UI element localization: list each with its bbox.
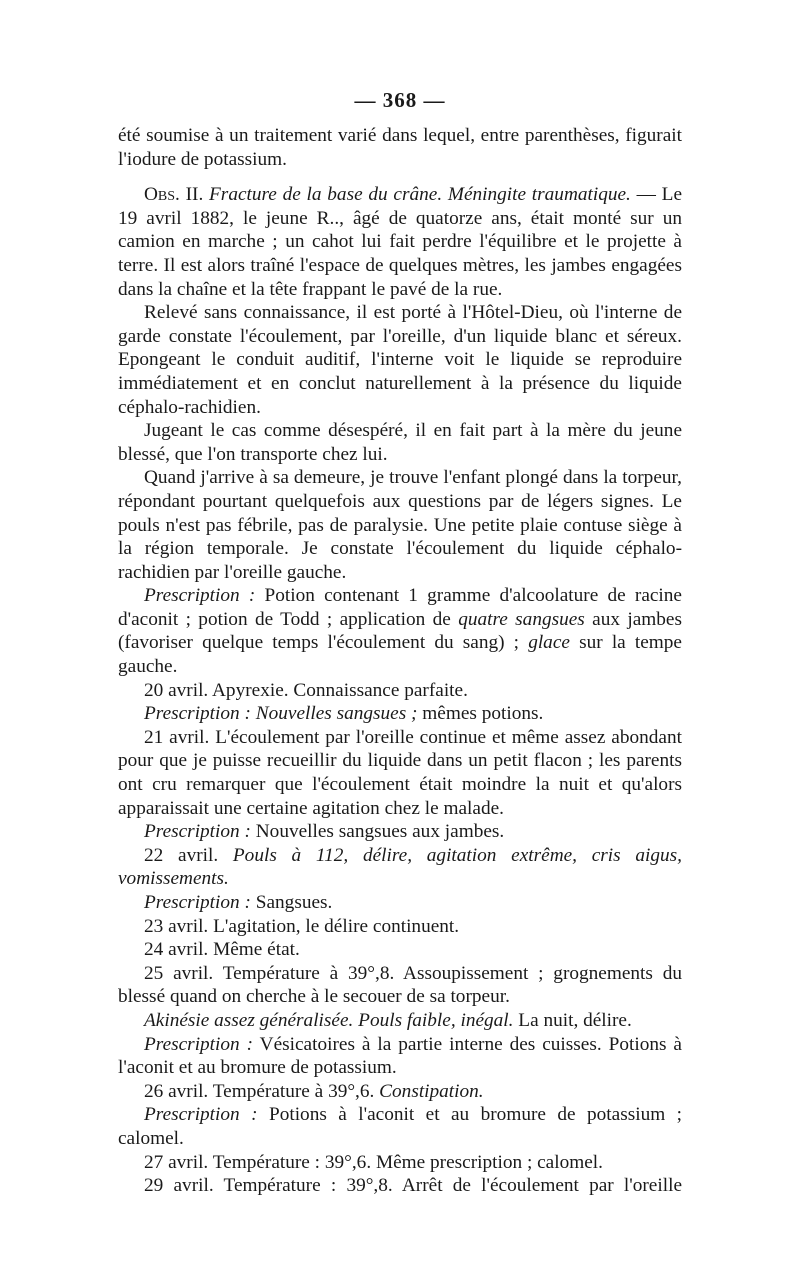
paragraph	[118, 124, 682, 171]
text-run: Vésicatoires à la partie interne des cuisses. Potions à l'aconit et au bromure de potassium.	[118, 1033, 682, 1079]
italic-text: Akinésie assez généralisée. Pouls faible, inégal.	[144, 1009, 514, 1031]
paragraph	[118, 419, 682, 466]
text-run: — Le 19 avril 1882, le jeune R.., âgé de quatorze ans, était monté sur un camion en marche ; un cahot lui fait perdre l'équilibre et le projette à terre. Il est alors traîné l'espace de quelques mètres, les jambes engagées dans la chaîne et la tête frappant le pavé de la rue.	[118, 184, 683, 300]
text-run: Sangsues.	[250, 892, 333, 913]
paragraph	[118, 726, 682, 820]
paragraph	[118, 679, 682, 703]
paragraph	[118, 915, 682, 939]
text-run: 23 avril. L'agitation, le délire continuent.	[144, 915, 460, 937]
italic-text: glace	[528, 632, 570, 654]
page-number: — 368 —	[354, 88, 446, 112]
text-run: 24 avril. Même état.	[144, 939, 300, 961]
paragraph	[118, 1080, 682, 1104]
text-run: Potions à l'aconit et au bromure de potassium ; calomel.	[118, 1104, 682, 1149]
paragraph	[118, 820, 682, 844]
text-run: 22 avril.	[144, 844, 233, 866]
text-run: Jugeant le cas comme désespéré, il en fait part à la mère du jeune blessé, que l'on transporte chez lui.	[118, 420, 682, 465]
text-run: 29 avril. Température : 39°,8. Arrêt de l'écoulement par l'oreille	[144, 1175, 682, 1197]
text-run: 25 avril. Température à 39°,8. Assoupissement ; grognements du blessé quand on cherche à le secouer de sa torpeur.	[118, 962, 682, 1008]
paragraph	[118, 938, 682, 962]
paragraph	[118, 584, 682, 678]
paragraph	[118, 301, 682, 419]
text-run: 21 avril. L'écoulement par l'oreille continue et même assez abondant pour que je puisse recueillir du liquide dans un petit flacon ; les parents ont cru remarquer que l'écoulement était moindre la nuit et qu'alors apparaissait une certaine agitation chez le malade.	[118, 726, 682, 819]
text-run: Potion contenant 1 gramme d'alcoolature de racine d'aconit ; potion de Todd ; application de	[118, 585, 682, 630]
paragraph	[118, 183, 682, 301]
text-run: été soumise à un traitement varié dans lequel, entre parenthèses, figurait l'iodure de potassium.	[118, 125, 682, 170]
text-run: Relevé sans connaissance, il est porté à l'Hôtel-Dieu, où l'interne de garde constate l'écoulement, par l'oreille, d'un liquide blanc et séreux. Epongeant le conduit auditif, l'interne voit le liquide se reproduire immédiatement et en conclut naturellement à la présence du liquide céphalo-rachidien.	[118, 302, 682, 418]
italic-text: Fracture de la base du crâne. Méningite traumatique.	[209, 184, 631, 206]
text-run: 20 avril. Apyrexie. Connaissance parfaite.	[144, 679, 468, 701]
text-run: Obs. II.	[144, 184, 210, 206]
italic-text: Prescription :	[144, 1033, 254, 1055]
text-run: 27 avril. Température : 39°,6. Même prescription ; calomel.	[144, 1151, 603, 1173]
paragraph	[118, 1033, 682, 1080]
paragraph	[118, 466, 682, 584]
italic-text: quatre sangsues	[458, 608, 585, 630]
text-run: 26 avril. Température à 39°,6.	[144, 1080, 380, 1102]
text-run: Quand j'arrive à sa demeure, je trouve l'enfant plongé dans la torpeur, répondant pourtant quelquefois aux questions par de légers signes. Le pouls n'est pas fébrile, pas de paralysie. Une petite plaie contuse siège à la région temporale. Je constate l'écoulement du liquide céphalo-rachidien par l'oreille gauche.	[118, 467, 682, 583]
text-run: sur la tempe gauche.	[118, 632, 682, 678]
paragraph	[118, 1151, 682, 1175]
paragraph	[118, 891, 682, 915]
paragraph	[118, 844, 682, 891]
paragraph	[118, 1103, 682, 1150]
text-run: La nuit, délire.	[513, 1009, 632, 1031]
italic-text: Constipation.	[379, 1080, 484, 1102]
italic-text: Prescription :	[144, 892, 251, 913]
text-run: mêmes potions.	[417, 703, 544, 725]
paragraph	[118, 962, 682, 1009]
paragraph	[118, 1009, 682, 1033]
italic-text: Prescription :	[144, 1104, 258, 1126]
paragraph	[118, 702, 682, 726]
paragraph	[118, 1174, 682, 1198]
paragraph-gap	[118, 171, 682, 183]
italic-text: Prescription :	[144, 585, 256, 607]
body-text	[118, 124, 682, 1198]
text-run: Nouvelles sangsues aux jambes.	[250, 821, 505, 843]
italic-text: Prescription : Nouvelles sangsues ;	[144, 703, 418, 725]
italic-text: Pouls à 112, délire, agitation extrême, cris aigus, vomissements.	[118, 844, 682, 890]
italic-text: Prescription :	[144, 821, 251, 843]
text-run: aux jambes (favoriser quelque temps l'écoulement du sang) ;	[118, 608, 682, 654]
